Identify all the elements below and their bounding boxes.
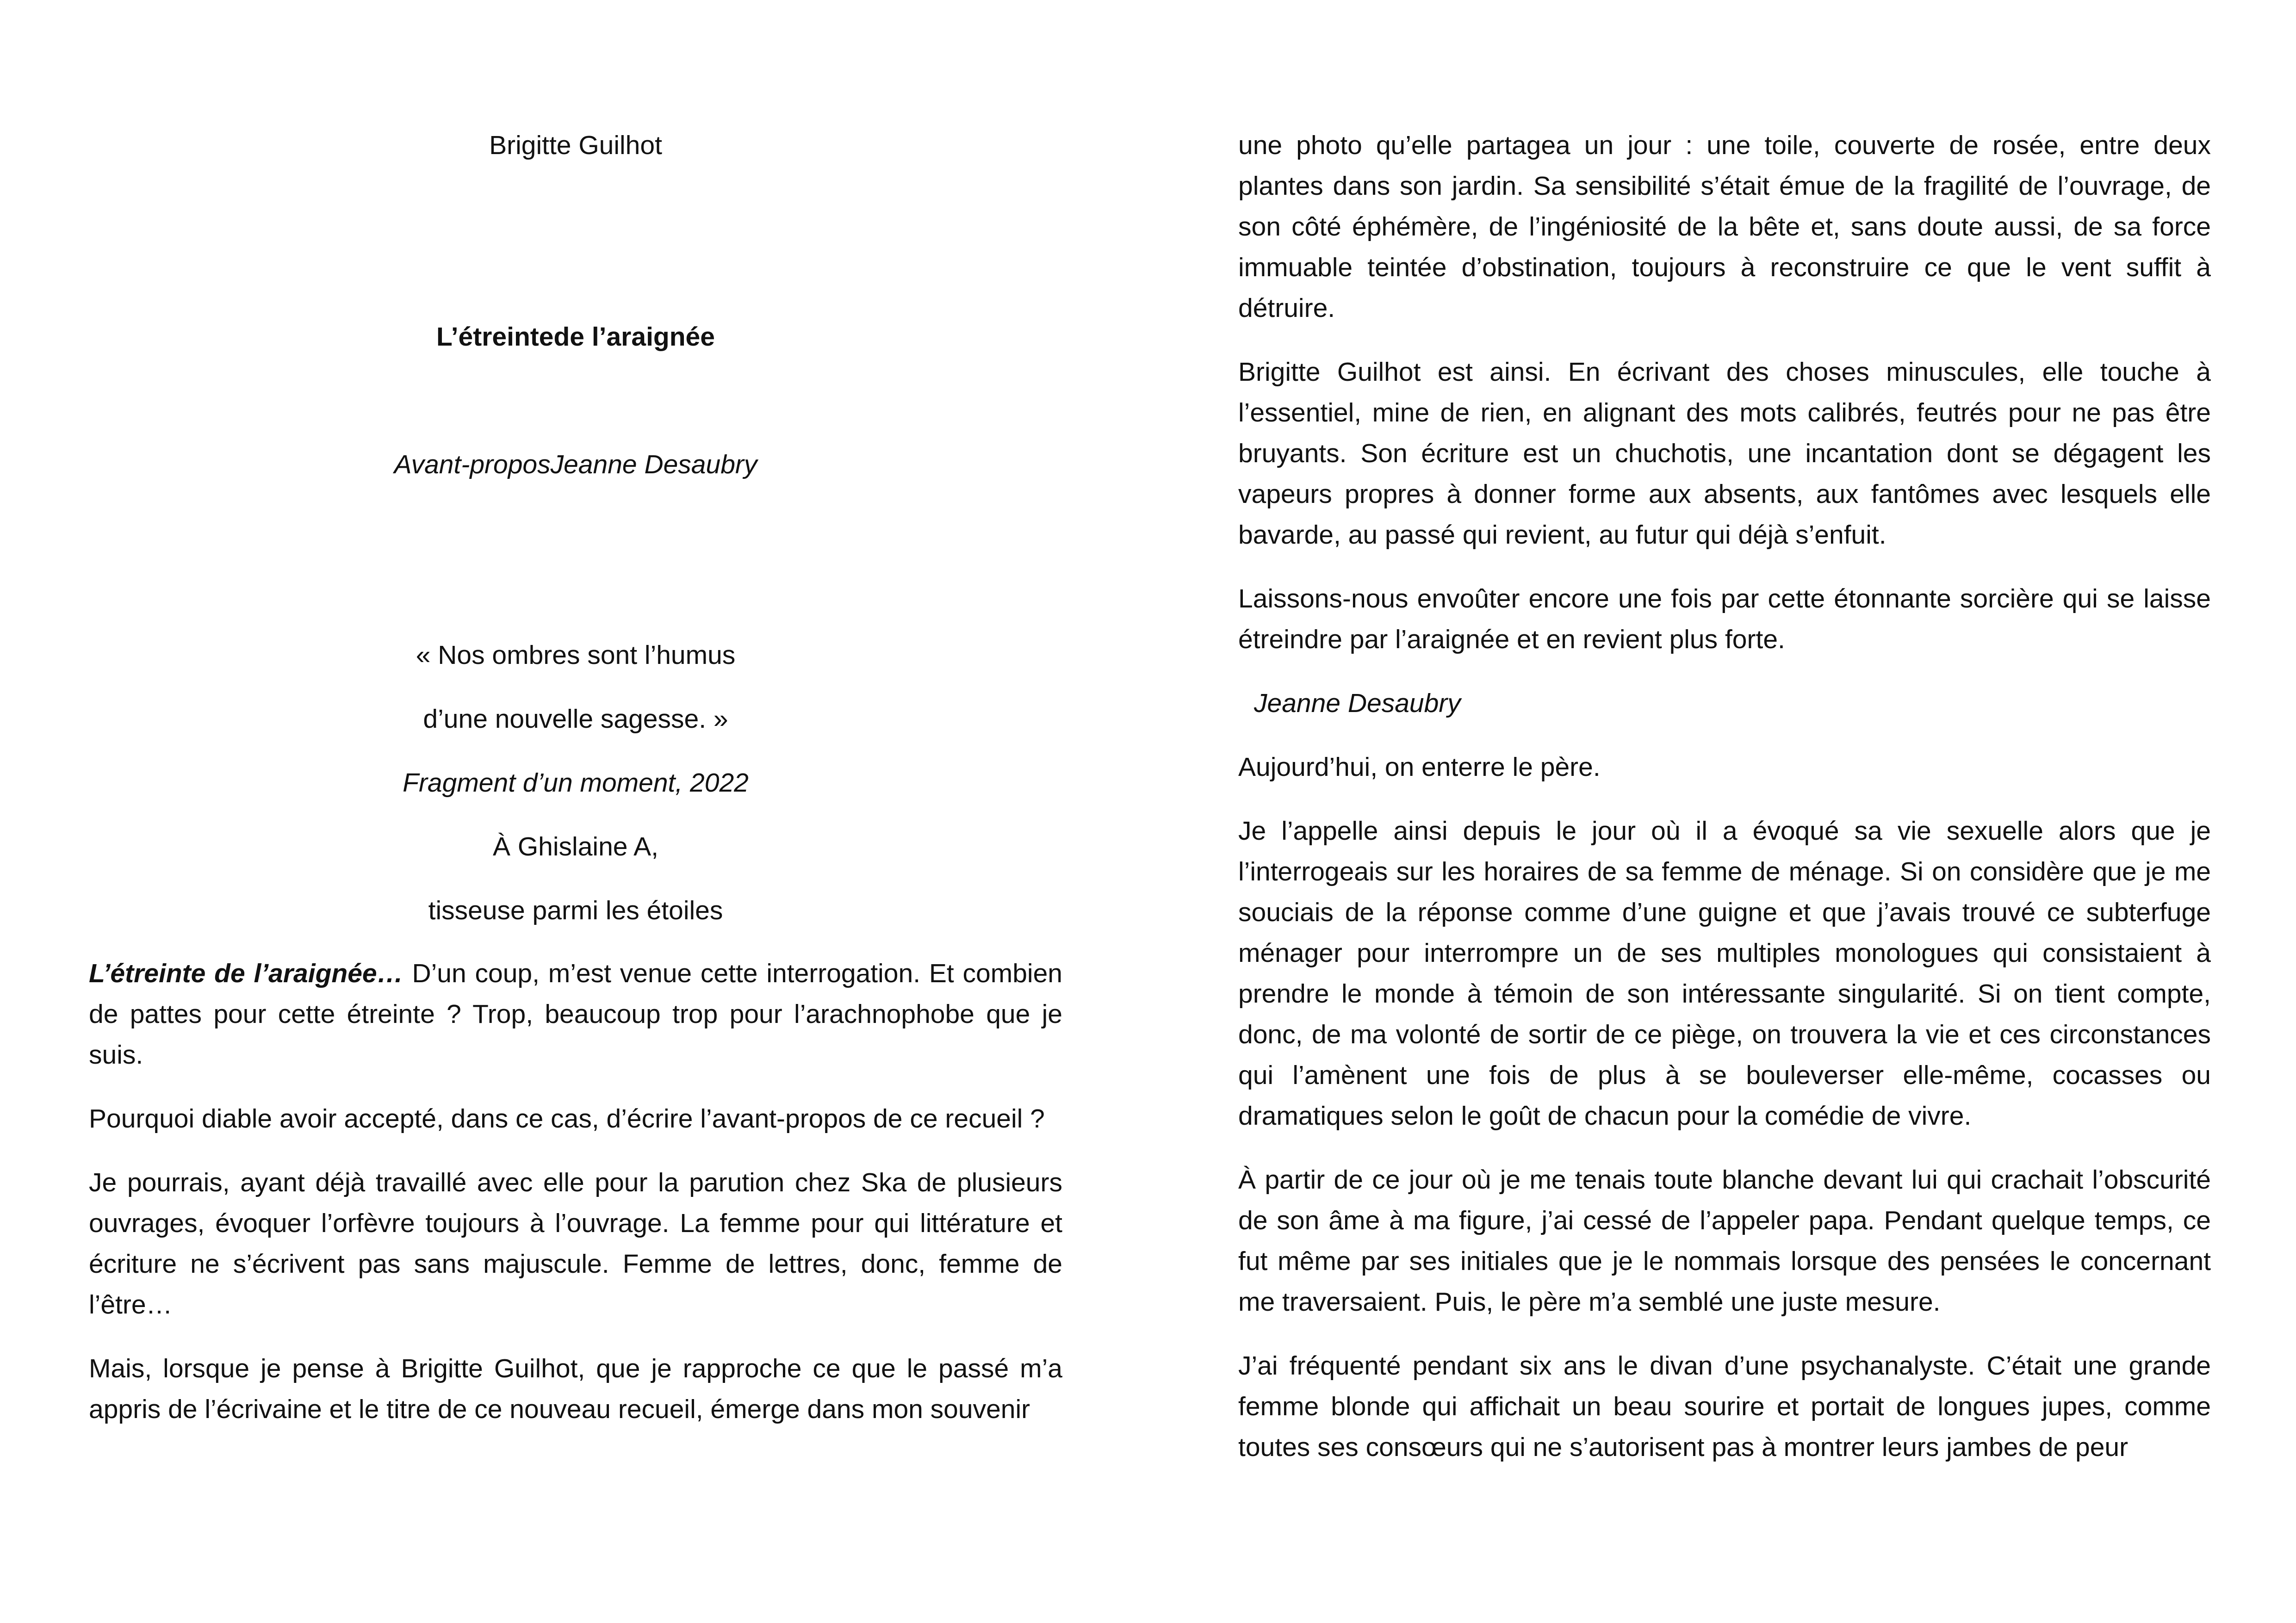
epigraph-line-1: « Nos ombres sont l’humus [416, 640, 736, 670]
paragraph [89, 953, 1062, 1075]
right-body-text [1238, 125, 2211, 1491]
paragraph: Aujourd’hui, on enterre le père. [1238, 752, 1601, 782]
paragraph: Pourquoi diable avoir accepté, dans ce cas, d’écrire l’avant-propos de ce recueil ? [89, 1104, 1045, 1134]
dedication-line-2: tisseuse parmi les étoiles [428, 896, 723, 925]
epigraph-line-2: d’une nouvelle sagesse. » [423, 704, 728, 734]
foreword-signature: Jeanne Desaubry [1254, 688, 1461, 718]
epigraph [89, 635, 1062, 954]
foreword-credit: Avant-proposJeanne Desaubry [394, 450, 757, 479]
paragraph: J’ai fréquenté pendant six ans le divan d’une psychanalyste. C’était une grande femme blonde qui affichait un beau sourire et portait de longues jupes, comme toutes ses consœurs qui ne s’autorisent pas à montrer leurs jambes de peur [1238, 1351, 2211, 1462]
paragraph: Laissons-nous envoûter encore une fois par cette étonnante sorcière qui se laisse étreindre par l’araignée et en revient plus forte. [1238, 584, 2211, 654]
paragraph-text: D’un coup, m’est venue cette interrogation. Et combien de pattes pour cette étreinte ? Trop, beaucoup trop pour l’arachnophobe que je suis. [89, 959, 1062, 1070]
left-body-text [89, 953, 1062, 1453]
paragraph: Brigitte Guilhot est ainsi. En écrivant des choses minuscules, elle touche à l’essentiel, mine de rien, en alignant des mots calibrés, feutrés pour ne pas être bruyants. Son écriture est un chuchotis, une incantation dont se dégagent les vapeurs propres à donner forme aux absents, aux fantômes avec lesquels elle bavarde, au passé qui revient, au futur qui déjà s’enfuit. [1238, 357, 2211, 550]
epigraph-source: Fragment d’un moment, 2022 [403, 768, 749, 798]
paragraph: À partir de ce jour où je me tenais toute blanche devant lui qui crachait l’obscurité de son âme à ma figure, j’ai cessé de l’appeler papa. Pendant quelque temps, ce fut même par ses initiales que je le nommais lorsque des pensées le concernant me traversaient. Puis, le père m’a semblé une juste mesure. [1238, 1165, 2211, 1317]
dedication-line-1: À Ghislaine A, [492, 832, 659, 861]
author-name: Brigitte Guilhot [489, 130, 662, 160]
paragraph: une photo qu’elle partagea un jour : une toile, couverte de rosée, entre deux plantes dans son jardin. Sa sensibilité s’était émue de la fragilité de l’ouvrage, de son côté éphémère, de l’ingéniosité de la bête et, sans doute aussi, de sa force immuable teintée d’obstination, toujours à reconstruire ce que le vent suffit à détruire. [1238, 130, 2211, 323]
paragraph-lead: L’étreinte de l’araignée… [89, 959, 403, 988]
paragraph: Je l’appelle ainsi depuis le jour où il a évoqué sa vie sexuelle alors que je l’interrogeais sur les horaires de sa femme de ménage. Si on considère que je me souciais de la réponse comme d’une guigne et que j’avais trouvé ce subterfuge ménager pour interrompre un de ses multiples monologues qui consistaient à prendre le monde à témoin de son intéressante singularité. Si on tient compte, donc, de ma volonté de sortir de ce piège, on trouvera la vie et ces circonstances qui l’amènent une fois de plus à se bouleverser elle-même, cocasses ou dramatiques selon le goût de chacun pour la comédie de vivre. [1238, 816, 2211, 1131]
paragraph: Mais, lorsque je pense à Brigitte Guilhot, que je rapproche ce que le passé m’a appris de l’écrivaine et le titre de ce nouveau recueil, émerge dans mon souvenir [89, 1354, 1062, 1424]
paragraph: Je pourrais, ayant déjà travaillé avec elle pour la parution chez Ska de plusieurs ouvrages, évoquer l’orfèvre toujours à l’ouvrage. La femme pour qui littérature et écriture ne s’écrivent pas sans majuscule. Femme de lettres, donc, femme de l’être… [89, 1168, 1062, 1319]
book-title: L’étreintede l’araignée [436, 322, 715, 352]
